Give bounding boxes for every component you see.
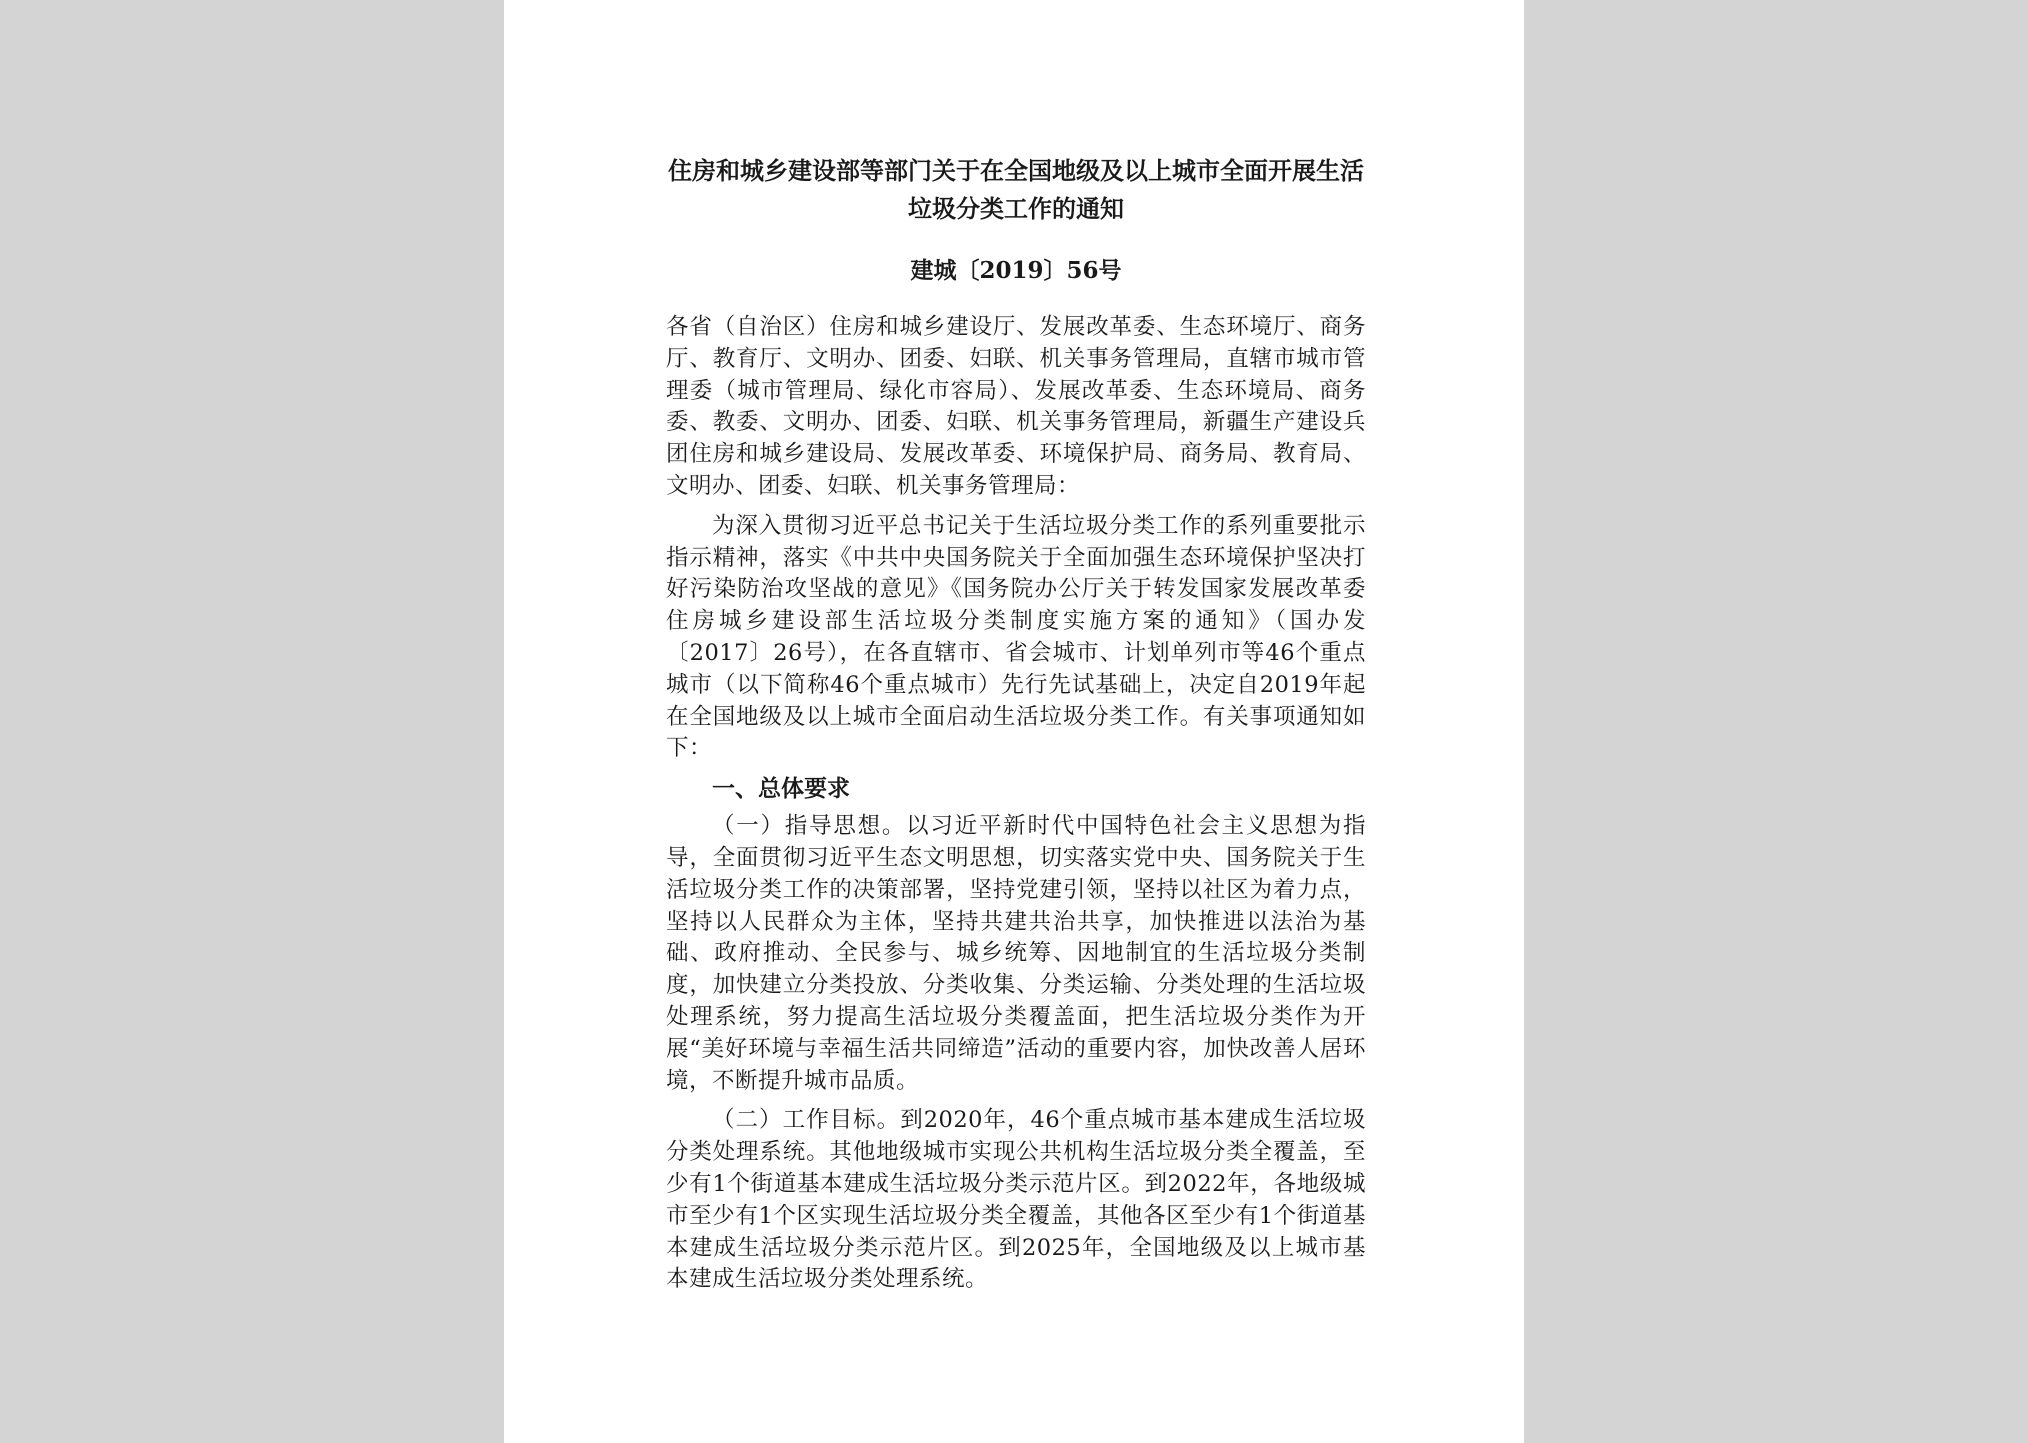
section-1-item-1: （一）指导思想。以习近平新时代中国特色社会主义思想为指导，全面贯彻习近平生态文明思想，切实落实党中央、国务院关于生活垃圾分类工作的决策部署，坚持党建引领，坚持以社区为着力点，坚持以人民群众为主体，坚持共建共治共享，加快推进以法治为基础、政府推动、全民参与、城乡统筹、因地制宜的生活垃圾分类制度，加快建立分类投放、分类收集、分类运输、分类处理的生活垃圾处理系统，努力提高生活垃圾分类覆盖面，把生活垃圾分类作为开展“美好环境与幸福生活共同缔造”活动的重要内容，加快改善人居环境，不断提升城市品质。	[666, 813, 1366, 1094]
document-title-line2: 垃圾分类工作的通知	[908, 194, 1124, 223]
section-heading-1: 一、总体要求	[712, 775, 850, 803]
document-page	[504, 0, 1524, 1443]
document-number: 建城〔2019〕56号	[910, 257, 1122, 284]
document-body	[666, 152, 1366, 1304]
document-title	[666, 152, 1366, 228]
section-1-item-2: （二）工作目标。到2020年，46个重点城市基本建成生活垃圾分类处理系统。其他地级城市实现公共机构生活垃圾分类全覆盖，至少有1个街道基本建成生活垃圾分类示范片区。到2022年，各地级城市至少有1个区实现生活垃圾分类全覆盖，其他各区至少有1个街道基本建成生活垃圾分类示范片区。到2025年，全国地级及以上城市基本建成生活垃圾分类处理系统。	[666, 1107, 1366, 1293]
intro-paragraph: 为深入贯彻习近平总书记关于生活垃圾分类工作的系列重要批示指示精神，落实《中共中央国务院关于全面加强生态环境保护坚决打好污染防治攻坚战的意见》《国务院办公厅关于转发国家发展改革委住房城乡建设部生活垃圾分类制度实施方案的通知》（国办发〔2017〕26号），在各直辖市、省会城市、计划单列市等46个重点城市（以下简称46个重点城市）先行先试基础上，决定自2019年起在全国地级及以上城市全面启动生活垃圾分类工作。有关事项通知如下：	[666, 512, 1366, 762]
document-title-line1: 住房和城乡建设部等部门关于在全国地级及以上城市全面开展生活	[668, 156, 1364, 185]
addressees-paragraph: 各省（自治区）住房和城乡建设厅、发展改革委、生态环境厅、商务厅、教育厅、文明办、团委、妇联、机关事务管理局，直辖市城市管理委（城市管理局、绿化市容局）、发展改革委、生态环境局、商务委、教委、文明办、团委、妇联、机关事务管理局，新疆生产建设兵团住房和城乡建设局、发展改革委、环境保护局、商务局、教育局、文明办、团委、妇联、机关事务管理局：	[666, 314, 1366, 499]
